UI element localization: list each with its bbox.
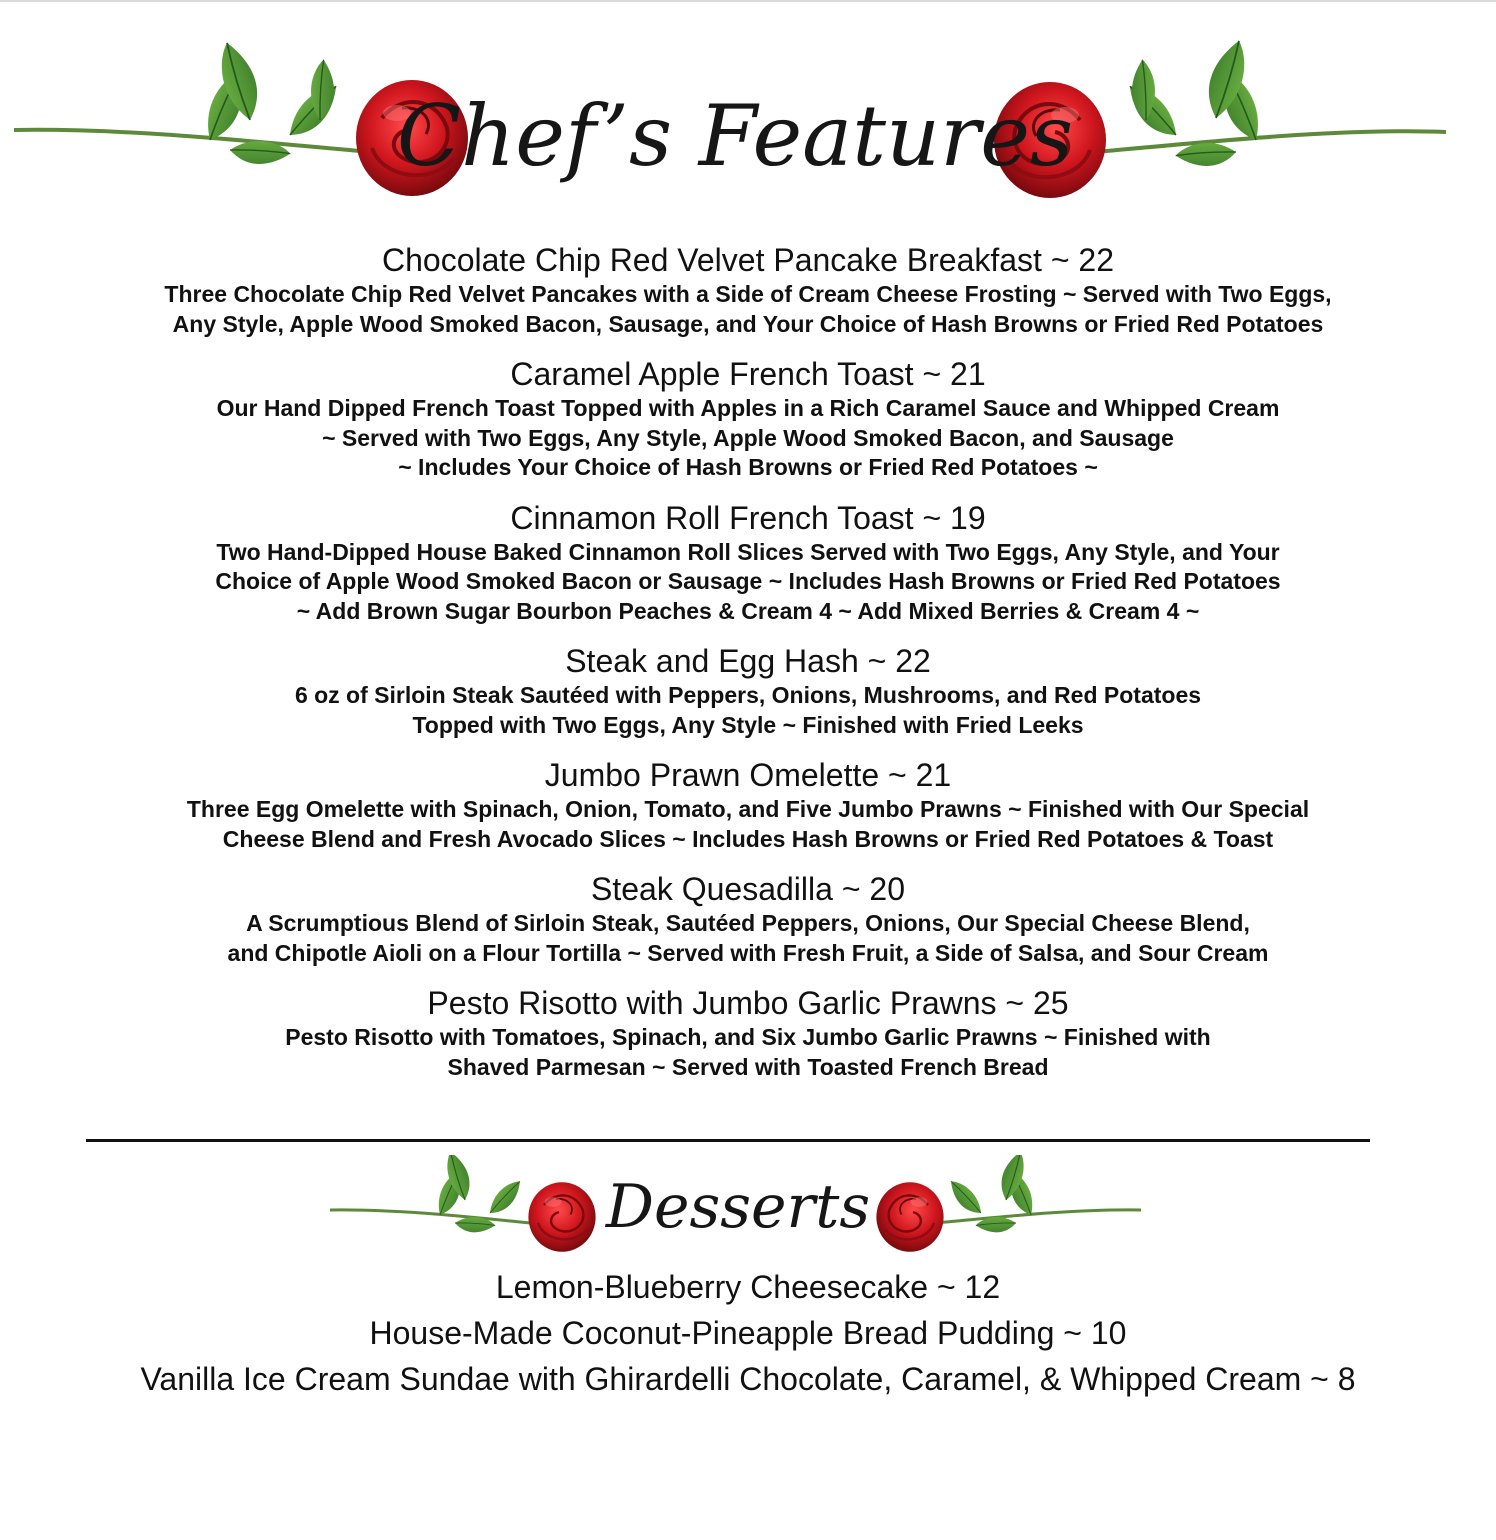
rose-icon (876, 1155, 1141, 1252)
item-description: Our Hand Dipped French Toast Topped with Apples in a Rich Caramel Sauce and Whipped Cream ~ Served with Two Eggs, Any Style, Apple Wood Smoked Bacon, and Sausage ~ Includes Your Choice of Hash Browns or Fried Red Potatoes ~ (216, 395, 1280, 480)
item-description: 6 oz of Sirloin Steak Sautéed with Peppers, Onions, Mushrooms, and Red Potatoes Topped with Two Eggs, Any Style ~ Finished with Fried Leeks (294, 682, 1202, 738)
item-title: Jumbo Prawn Omelette ~ 21 (544, 757, 952, 793)
menu-item (0, 240, 1496, 339)
dessert-item: Vanilla Ice Cream Sundae with Ghirardelli Chocolate, Caramel, & Whipped Cream ~ 8 (140, 1361, 1356, 1397)
menu-item (0, 354, 1496, 483)
item-title: Caramel Apple French Toast ~ 21 (510, 356, 986, 392)
item-title: Steak and Egg Hash ~ 22 (565, 643, 931, 679)
desserts-list (0, 1264, 1496, 1402)
chefs-features-header (0, 40, 1496, 220)
item-description: Three Egg Omelette with Spinach, Onion, Tomato, and Five Jumbo Prawns ~ Finished with Our Special Cheese Blend and Fresh Avocado Slices ~ Includes Hash Browns or Fried Red Potatoes & Toast (186, 796, 1310, 852)
item-description: Pesto Risotto with Tomatoes, Spinach, and Six Jumbo Garlic Prawns ~ Finished with Shaved Parmesan ~ Served with Toasted French Bread (285, 1024, 1211, 1080)
item-title: Chocolate Chip Red Velvet Pancake Breakfast ~ 22 (382, 242, 1114, 278)
rose-icon (330, 1155, 596, 1252)
item-description: Two Hand-Dipped House Baked Cinnamon Roll Slices Served with Two Eggs, Any Style, and Your Choice of Apple Wood Smoked Bacon or Sausage ~ Includes Hash Browns or Fried Red Potatoes ~ Add Brown Sugar Bourbon Peaches & Cream 4 ~ Add Mixed Berries & Cream 4 ~ (215, 538, 1281, 624)
header-title: Chef’s Features (396, 87, 1074, 185)
item-description: A Scrumptious Blend of Sirloin Steak, Sautéed Peppers, Onions, Our Special Cheese Blend, and Chipotle Aioli on a Flour Tortilla ~ Served with Fresh Fruit, a Side of Salsa, and Sour Cream (227, 910, 1269, 966)
menu-item (0, 983, 1496, 1082)
item-title: Steak Quesadilla ~ 20 (591, 871, 905, 907)
menu-items (0, 240, 1496, 1097)
section-divider (86, 1139, 1370, 1142)
item-title: Pesto Risotto with Jumbo Garlic Prawns ~ 25 (427, 985, 1069, 1021)
menu-item (0, 869, 1496, 968)
dessert-item: Lemon-Blueberry Cheesecake ~ 12 (495, 1269, 1001, 1305)
menu-item (0, 498, 1496, 627)
top-border (0, 0, 1496, 2)
dessert-item: House-Made Coconut-Pineapple Bread Pudding ~ 10 (369, 1315, 1127, 1351)
desserts-header (0, 1155, 1496, 1260)
menu-item (0, 641, 1496, 740)
item-description: Three Chocolate Chip Red Velvet Pancakes with a Side of Cream Cheese Frosting ~ Served with Two Eggs, Any Style, Apple Wood Smoked Bacon, Sausage, and Your Choice of Hash Browns or Fried Red Potatoes (164, 281, 1332, 337)
menu-item (0, 755, 1496, 854)
item-title: Cinnamon Roll French Toast ~ 19 (510, 499, 986, 536)
desserts-title: Desserts (605, 1172, 871, 1242)
